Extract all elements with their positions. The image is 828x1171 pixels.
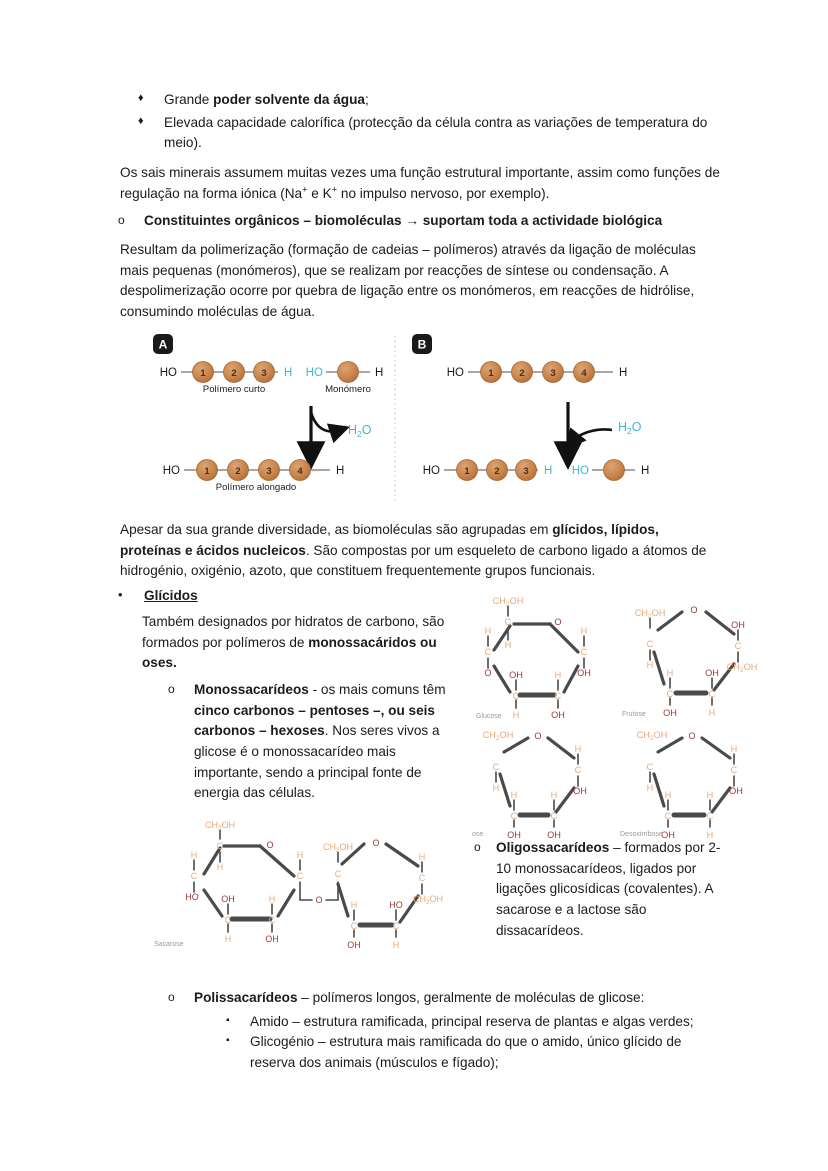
svg-text:OH: OH	[663, 708, 677, 718]
list-item-content	[194, 988, 723, 1009]
panel-b-bottom-chain	[423, 460, 553, 481]
square-bullet-icon: ▪	[226, 1014, 230, 1026]
svg-text:C: C	[554, 691, 562, 701]
svg-text:C: C	[510, 811, 518, 821]
svg-text:CH2OH: $CH_2OH$	[482, 730, 514, 742]
svg-text:H: H	[554, 670, 562, 680]
svg-text:2: 2	[231, 368, 237, 379]
para-part-2: .	[172, 655, 177, 671]
svg-text:OH: OH	[661, 830, 675, 840]
svg-text:H: H	[641, 465, 650, 477]
svg-text:H: H	[268, 894, 276, 904]
sacarose-structure-figure	[152, 818, 478, 954]
svg-text:CH2OH: $CH_2OH$	[322, 842, 354, 854]
svg-text:OH: OH	[551, 710, 565, 720]
para-part-1: Também designados por hidratos de carbono, são formados por polímeros de	[142, 614, 445, 650]
item-bold-2: cinco carbonos – pentoses –, ou seis carbonos – hexoses	[194, 702, 435, 739]
glucose-structure-figure	[472, 592, 624, 724]
desoxirribose-caption: Desoxirribose	[620, 831, 663, 838]
paragraph-text	[142, 612, 452, 674]
bullet-content	[164, 90, 718, 111]
svg-text:O: O	[315, 895, 323, 905]
heading-constituintes-organicos	[118, 211, 728, 232]
paragraph-diversidade	[120, 520, 720, 582]
list-item	[226, 1012, 723, 1033]
list-monossacarideos	[168, 680, 458, 804]
svg-text:H: H	[512, 710, 520, 720]
diamond-bullet-icon: ♦	[138, 92, 144, 104]
svg-text:C: C	[190, 871, 198, 881]
svg-text:O: O	[690, 605, 698, 615]
svg-text:HO: HO	[446, 367, 464, 379]
svg-text:CH2OH: $CH_2OH$	[636, 730, 668, 742]
item-bold: Polissacarídeos	[194, 990, 298, 1005]
frutose-structure-figure	[620, 592, 772, 724]
svg-text:OH: OH	[731, 620, 745, 630]
list-item	[226, 1032, 723, 1073]
svg-text:O: O	[484, 668, 492, 678]
panel-b-badge	[412, 334, 432, 354]
svg-text:H: H	[284, 367, 293, 379]
svg-text:OH: OH	[547, 830, 561, 840]
diamond-bullet-icon: ♦	[138, 114, 144, 127]
svg-text:1: 1	[464, 466, 470, 477]
item-bold: Oligossacarídeos	[496, 840, 610, 855]
svg-text:H: H	[504, 640, 512, 650]
svg-text:H: H	[666, 668, 674, 678]
svg-text:H: H	[574, 744, 582, 754]
svg-text:H: H	[619, 367, 628, 379]
svg-text:HO: HO	[571, 465, 589, 477]
panel-a-monomer	[306, 362, 384, 396]
heading-row	[118, 211, 728, 232]
svg-text:C: C	[646, 639, 654, 649]
svg-text:CH2OH: $CH_2OH$	[412, 894, 444, 906]
svg-text:C: C	[484, 647, 492, 657]
svg-text:B: B	[417, 337, 427, 352]
svg-text:C: C	[350, 921, 358, 931]
svg-text:O: O	[372, 838, 380, 848]
panel-a-water-arrow	[311, 412, 340, 431]
disc-bullet-icon: •	[118, 587, 123, 602]
para-part-1: Os sais minerais assumem muitas vezes uma função estrutural importante, assim como funções de regulação na forma iónica (Na	[120, 165, 720, 201]
svg-text:Monómero: Monómero	[325, 384, 371, 395]
list-polissacarideos	[168, 988, 723, 1074]
svg-text:H: H	[375, 367, 384, 379]
item-mid: - os mais comuns têm	[308, 682, 446, 697]
svg-text:C: C	[574, 765, 582, 775]
panel-b-released-monomer	[572, 460, 650, 481]
svg-text:H: H	[550, 790, 558, 800]
bullet-text-bold: poder solvente da água	[213, 92, 365, 107]
svg-text:O: O	[534, 731, 542, 741]
panel-b-water-label: $H_2O$	[618, 420, 642, 436]
svg-text:C: C	[296, 871, 304, 881]
paragraph-text: Resultam da polimerização (formação de cadeias – polímeros) através da ligação de moléculas mais pequenas (monómeros), que se realizam por reacções de síntese ou condensação. A despolimerização ocorre por quebra de ligação entre os monómeros, em reacções de hidrólise, consumindo moléculas de água.	[120, 242, 696, 319]
panel-b-water-arrow	[572, 430, 612, 443]
svg-text:C: C	[646, 762, 654, 772]
svg-text:H: H	[708, 708, 716, 718]
svg-text:C: C	[708, 689, 716, 699]
svg-text:HO: HO	[422, 465, 440, 477]
para-bold: monossacáridos ou oses	[142, 634, 437, 671]
list-item	[168, 988, 723, 1009]
polymer-synthesis-hydrolysis-figure	[148, 330, 676, 508]
svg-text:C: C	[268, 915, 276, 925]
svg-text:3: 3	[261, 368, 267, 379]
svg-text:HO: HO	[185, 892, 199, 902]
svg-text:H: H	[730, 744, 738, 754]
svg-text:H: H	[544, 465, 553, 477]
item-post: . Nos seres vivos a glicose é o monossacarídeo mais importante, sendo a principal fonte de energia das células.	[194, 723, 440, 801]
para-sup-2: +	[331, 184, 338, 195]
item-post: – formados por 2-10 monossacarídeos, ligados por ligações glicosídicas (covalentes). A sacarose e a lactose são dissacarídeos.	[496, 840, 721, 938]
panel-a-badge	[153, 334, 173, 354]
ribose-caption: ose	[472, 831, 484, 838]
svg-text:HO: HO	[162, 465, 180, 477]
svg-text:C: C	[734, 641, 742, 651]
desoxirribose-structure-figure	[620, 726, 772, 844]
frutose-caption: Frutose	[622, 711, 646, 718]
para-part-1: Apesar da sua grande diversidade, as biomoléculas são agrupadas em	[120, 522, 553, 537]
sublist-item-label: Glicogénio – estrutura mais ramificada do que o amido, único glícido de reserva dos animais (músculos e fígado);	[250, 1034, 682, 1070]
list-item-content	[496, 838, 722, 941]
svg-text:3: 3	[523, 466, 529, 477]
svg-text:1: 1	[204, 466, 210, 477]
sacarose-caption: Sacarose	[154, 941, 184, 948]
svg-text:C: C	[334, 869, 342, 879]
svg-text:H: H	[224, 934, 232, 944]
paragraph-text	[120, 520, 720, 582]
svg-text:C: C	[664, 811, 672, 821]
list-item	[168, 680, 458, 804]
item-bold-1: Monossacarídeos	[194, 682, 309, 697]
svg-text:O: O	[688, 731, 696, 741]
svg-text:CH2OH: $CH_2OH$	[634, 608, 666, 620]
svg-text:A: A	[158, 337, 168, 352]
panel-a	[153, 334, 383, 493]
svg-text:H: H	[350, 900, 358, 910]
svg-text:Polímero alongado: Polímero alongado	[215, 482, 297, 493]
list-oligossacarideos	[474, 838, 722, 941]
paragraph-sais-minerais	[120, 163, 720, 204]
bullet-content: Elevada capacidade calorífica (protecção da célula contra as variações de temperatura do meio).	[164, 114, 708, 151]
heading-glicidos	[118, 586, 418, 607]
svg-text:Polímero curto: Polímero curto	[202, 384, 266, 395]
circle-bullet-icon: o	[118, 213, 125, 227]
svg-text:H: H	[190, 850, 198, 860]
svg-text:OH: OH	[509, 670, 523, 680]
svg-text:OH: OH	[507, 830, 521, 840]
paragraph-polimerizacao	[120, 240, 715, 323]
svg-text:4: 4	[581, 368, 587, 379]
svg-text:C: C	[512, 691, 520, 701]
svg-text:H: H	[492, 783, 500, 793]
svg-text:H: H	[580, 626, 588, 636]
svg-text:3: 3	[266, 466, 272, 477]
para-part-2: . São compostas por um esqueleto de carbono ligado a átomos de hidrogénio, oxigénio, azoto, que constituem frequentemente grupos funcionais.	[120, 542, 707, 579]
list-item	[474, 838, 722, 941]
svg-text:H: H	[664, 790, 672, 800]
svg-text:H: H	[216, 862, 224, 872]
svg-text:O: O	[554, 617, 562, 627]
item-post: – polímeros longos, geralmente de moléculas de glicose:	[297, 990, 645, 1005]
sublist-polissacarideos	[226, 1012, 723, 1074]
svg-text:C: C	[580, 647, 588, 657]
svg-text:CH2OH: $CH_2OH$	[492, 596, 524, 608]
svg-text:2: 2	[519, 368, 525, 379]
svg-text:H: H	[706, 790, 714, 800]
svg-text:HO: HO	[389, 900, 403, 910]
svg-text:OH: OH	[347, 940, 361, 950]
svg-text:OH: OH	[577, 668, 591, 678]
svg-text:HO: HO	[305, 367, 323, 379]
circle-bullet-icon: o	[168, 990, 175, 1004]
svg-text:CH2OH: $CH_2OH$	[726, 662, 758, 674]
svg-text:H: H	[296, 850, 304, 860]
svg-text:C: C	[216, 841, 224, 851]
svg-text:H: H	[418, 852, 426, 862]
svg-text:1: 1	[200, 368, 206, 379]
list-item-content	[194, 680, 458, 804]
sublist-item-label: Amido – estrutura ramificada, principal reserva de plantas e algas verdes;	[250, 1013, 694, 1029]
panel-a-top-chain	[160, 362, 293, 396]
para-part-3: no impulso nervoso, por exemplo).	[337, 185, 550, 201]
svg-text:C: C	[392, 921, 400, 931]
svg-text:H: H	[646, 660, 654, 670]
panel-a-water-label: $H_2O$	[348, 423, 372, 439]
paragraph-text	[120, 163, 720, 204]
svg-text:OH: OH	[573, 786, 587, 796]
panel-b-top-chain	[447, 362, 628, 383]
svg-text:H: H	[646, 783, 654, 793]
list-item	[138, 113, 718, 154]
list-item	[138, 90, 718, 111]
heading-row	[118, 586, 418, 607]
panel-b	[412, 334, 649, 481]
svg-text:OH: OH	[705, 668, 719, 678]
svg-text:C: C	[224, 915, 232, 925]
svg-text:HO: HO	[159, 367, 177, 379]
circle-bullet-icon: o	[168, 682, 175, 696]
svg-text:4: 4	[297, 466, 303, 477]
ribose-structure-figure	[472, 726, 624, 844]
svg-text:1: 1	[488, 368, 494, 379]
svg-text:C: C	[730, 765, 738, 775]
svg-text:H: H	[484, 626, 492, 636]
svg-text:2: 2	[235, 466, 241, 477]
svg-text:OH: OH	[265, 934, 279, 944]
svg-text:CH2OH: $CH_2OH$	[204, 820, 236, 832]
svg-text:C: C	[666, 689, 674, 699]
svg-text:H: H	[392, 940, 400, 950]
svg-text:2: 2	[494, 466, 500, 477]
para-bold: glícidos, lípidos, proteínas e ácidos nucleicos	[120, 522, 659, 558]
svg-text:C: C	[418, 873, 426, 883]
para-part-2: e K	[307, 185, 332, 201]
svg-text:C: C	[550, 811, 558, 821]
svg-text:C: C	[504, 617, 512, 627]
svg-text:C: C	[706, 811, 714, 821]
paragraph-glicidos-intro	[142, 612, 452, 674]
bullet-text-pre: Grande	[164, 92, 214, 107]
svg-text:OH: OH	[221, 894, 235, 904]
heading-label: Constituintes orgânicos – biomoléculas → suportam toda a actividade biológica	[144, 213, 663, 228]
svg-text:H: H	[336, 465, 345, 477]
bullet-text-post: ;	[364, 92, 369, 107]
svg-text:O: O	[266, 840, 274, 850]
svg-text:3: 3	[550, 368, 556, 379]
svg-text:H: H	[706, 830, 714, 840]
top-bullet-list	[138, 90, 718, 154]
glucose-caption: Glucose	[476, 713, 502, 720]
circle-bullet-icon: o	[474, 840, 481, 854]
square-bullet-icon: ▪	[226, 1035, 230, 1047]
panel-a-bottom-chain	[163, 460, 345, 494]
svg-text:H: H	[510, 790, 518, 800]
heading-label: Glícidos	[144, 588, 198, 603]
svg-text:OH: OH	[729, 786, 743, 796]
svg-text:C: C	[492, 762, 500, 772]
para-sup-1: +	[302, 184, 308, 195]
